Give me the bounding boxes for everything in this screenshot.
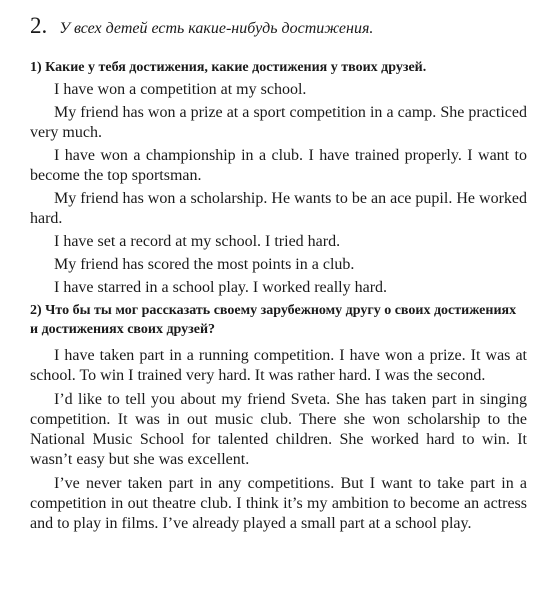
question-1: 1) Какие у тебя достижения, какие достижения у твоих друзей. bbox=[30, 60, 427, 75]
exercise-instruction: У всех детей есть какие-нибудь достижения. bbox=[59, 20, 374, 37]
answer-2-paragraph-2: I’d like to tell you about my friend Sveta. She has taken part in singing competition. It was in out music club. There she won scholarship to the National Music School for talented children. She worked hard to win. It wasn’t easy but she was excellent. bbox=[30, 391, 527, 468]
answer-1-paragraph-5: I have set a record at my school. I tried hard. bbox=[54, 233, 341, 250]
answer-1-paragraph-4: My friend has won a scholarship. He wants to be an ace pupil. He worked hard. bbox=[30, 190, 527, 227]
answer-2-paragraph-3: I’ve never taken part in any competitions. But I want to take part in a competition in out theatre club. I think it’s my ambition to become an actress and to play in films. I’ve already played a small part at a school play. bbox=[30, 475, 527, 532]
answer-1-paragraph-1: I have won a competition at my school. bbox=[54, 81, 307, 98]
answer-1-paragraph-6: My friend has scored the most points in a club. bbox=[54, 256, 355, 273]
answer-1-paragraph-3: I have won a championship in a club. I have trained properly. I want to become the top sportsman. bbox=[30, 147, 527, 184]
answer-1-paragraph-7: I have starred in a school play. I worked really hard. bbox=[54, 279, 388, 296]
exercise-title bbox=[30, 14, 373, 41]
answer-2-paragraph-1: I have taken part in a running competition. I have won a prize. It was at school. To win I trained very hard. It was rather hard. I was the second. bbox=[30, 347, 527, 384]
answer-block-2 bbox=[30, 346, 527, 538]
answer-1-paragraph-2: My friend has won a prize at a sport competition in a camp. She practiced very much. bbox=[30, 104, 527, 141]
answer-block-1 bbox=[30, 80, 527, 301]
exercise-number: 2. bbox=[30, 13, 48, 38]
question-2: 2) Что бы ты мог рассказать своему зарубежному другу о своих достижениях и достижениях своих друзей? bbox=[30, 303, 517, 337]
